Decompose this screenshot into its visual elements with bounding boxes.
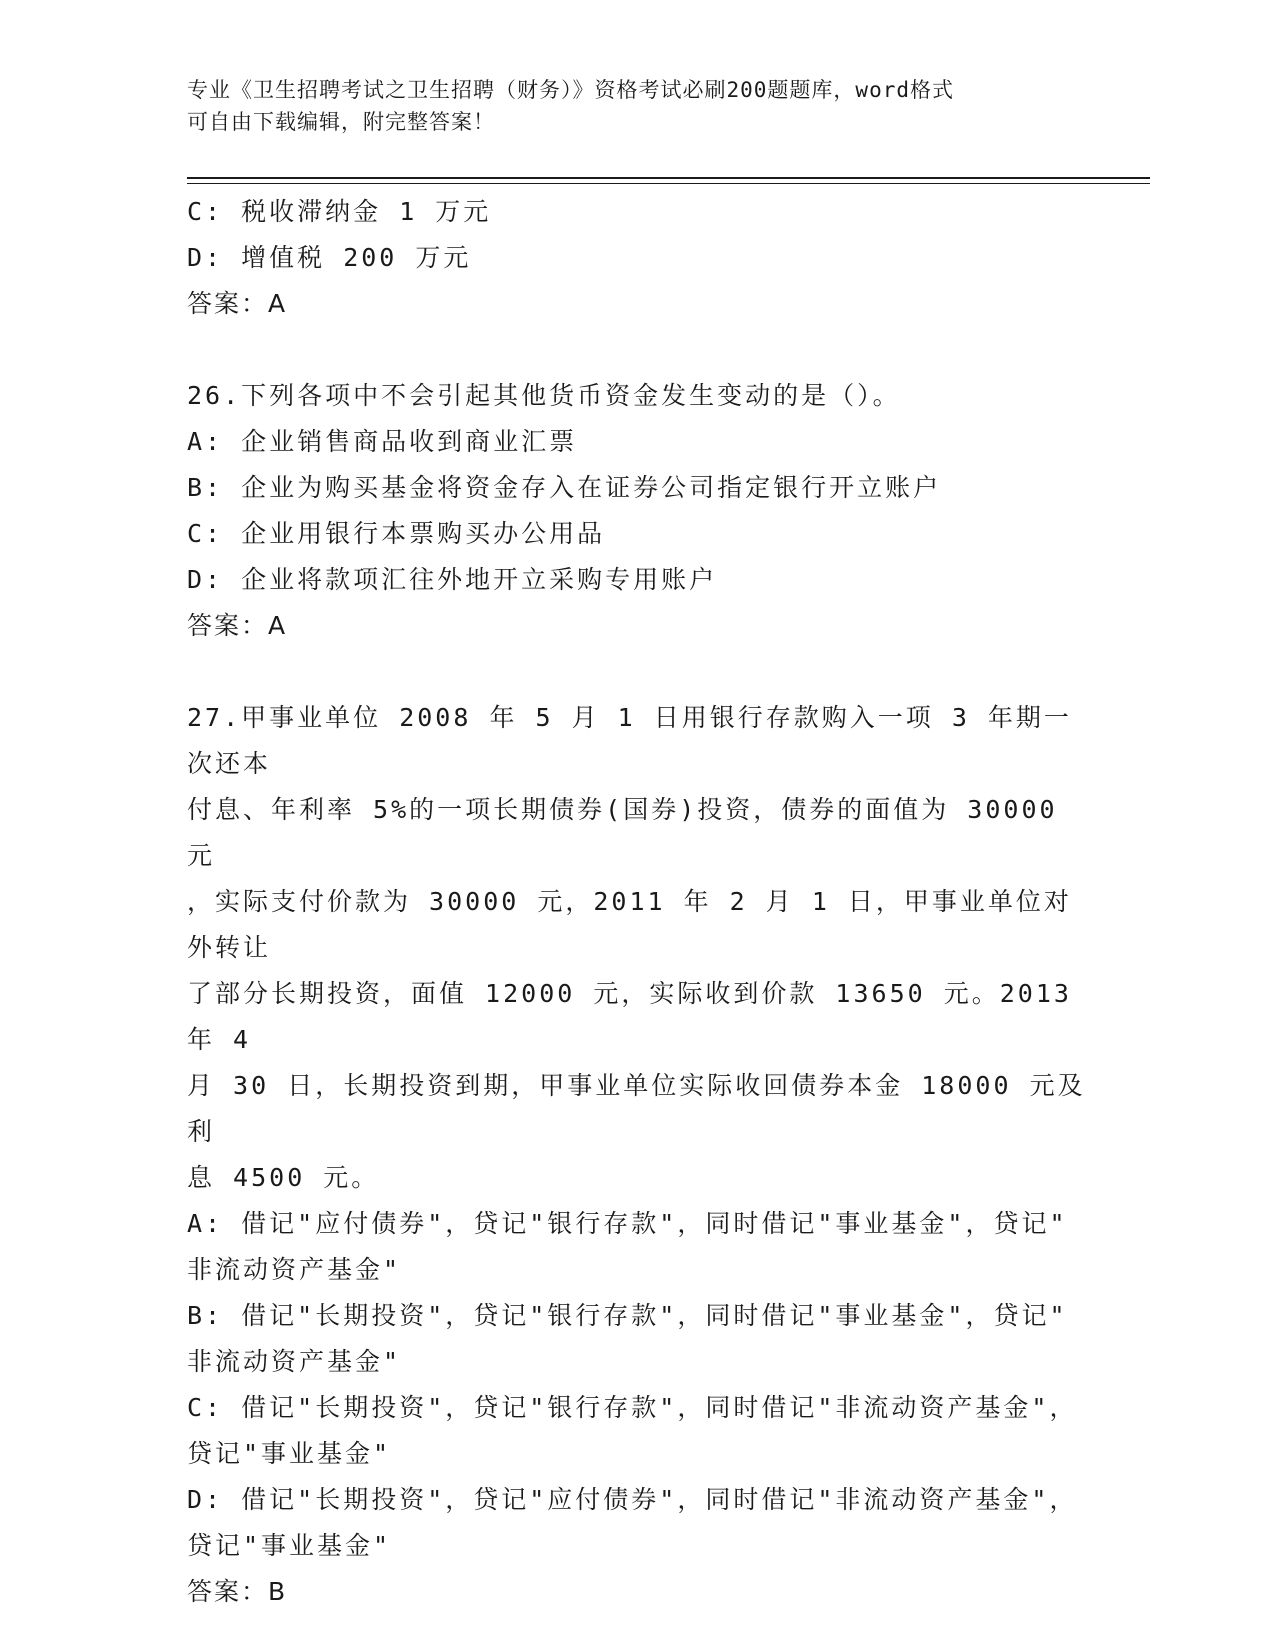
option-b: B: 借记"长期投资"，贷记"银行存款"，同时借记"事业基金"，贷记" <box>187 1301 1068 1330</box>
option-b: B: 企业为购买基金将资金存入在证券公司指定银行开立账户 <box>187 473 942 502</box>
question-stem-line: 27.甲事业单位 2008 年 5 月 1 日用银行存款购入一项 3 年期一次还本 <box>187 703 1072 778</box>
option-a: A: 企业销售商品收到商业汇票 <box>187 427 578 456</box>
question-25-tail <box>187 189 1087 327</box>
page-header <box>187 74 1067 138</box>
option-d-continued: 贷记"事业基金" <box>187 1531 392 1560</box>
header-line-2: 可自由下载编辑，附完整答案！ <box>187 110 495 134</box>
question-stem-line: 息 4500 元。 <box>187 1163 380 1192</box>
question-stem-line: ，实际支付价款为 30000 元，2011 年 2 月 1 日，甲事业单位对外转让 <box>187 887 1072 962</box>
option-d: D: 增值税 200 万元 <box>187 243 472 272</box>
option-a-continued: 非流动资产基金" <box>187 1255 402 1284</box>
option-c: C: 企业用银行本票购买办公用品 <box>187 519 606 548</box>
question-27 <box>187 695 1090 1615</box>
answer: 答案：B <box>187 1577 288 1606</box>
option-d: D: 借记"长期投资"，贷记"应付债券"，同时借记"非流动资产基金"， <box>187 1485 1078 1514</box>
answer: 答案：A <box>187 611 288 640</box>
option-c: C: 借记"长期投资"，贷记"银行存款"，同时借记"非流动资产基金"， <box>187 1393 1078 1422</box>
header-line-1: 专业《卫生招聘考试之卫生招聘（财务）》资格考试必刷200题题库，word格式 <box>187 78 954 102</box>
question-26 <box>187 373 1087 649</box>
question-stem-line: 了部分长期投资，面值 12000 元，实际收到价款 13650 元。2013 年 4 <box>187 979 1090 1054</box>
option-a: A: 借记"应付债券"，贷记"银行存款"，同时借记"事业基金"，贷记" <box>187 1209 1068 1238</box>
header-rule-thin <box>187 183 1150 184</box>
option-d: D: 企业将款项汇往外地开立采购专用账户 <box>187 565 718 594</box>
spacer <box>187 649 1087 695</box>
question-stem: 26.下列各项中不会引起其他货币资金发生变动的是（）。 <box>187 381 901 410</box>
question-stem-line: 月 30 日，长期投资到期，甲事业单位实际收回债券本金 18000 元及利 <box>187 1071 1086 1146</box>
spacer <box>187 327 1087 373</box>
option-c-continued: 贷记"事业基金" <box>187 1439 392 1468</box>
answer: 答案：A <box>187 289 288 318</box>
option-b-continued: 非流动资产基金" <box>187 1347 402 1376</box>
option-c: C: 税收滞纳金 1 万元 <box>187 197 492 226</box>
question-stem-line: 付息、年利率 5%的一项长期债券(国券)投资，债券的面值为 30000 元 <box>187 795 1076 870</box>
document-body <box>187 189 1090 1615</box>
header-rule-thick <box>187 177 1150 179</box>
